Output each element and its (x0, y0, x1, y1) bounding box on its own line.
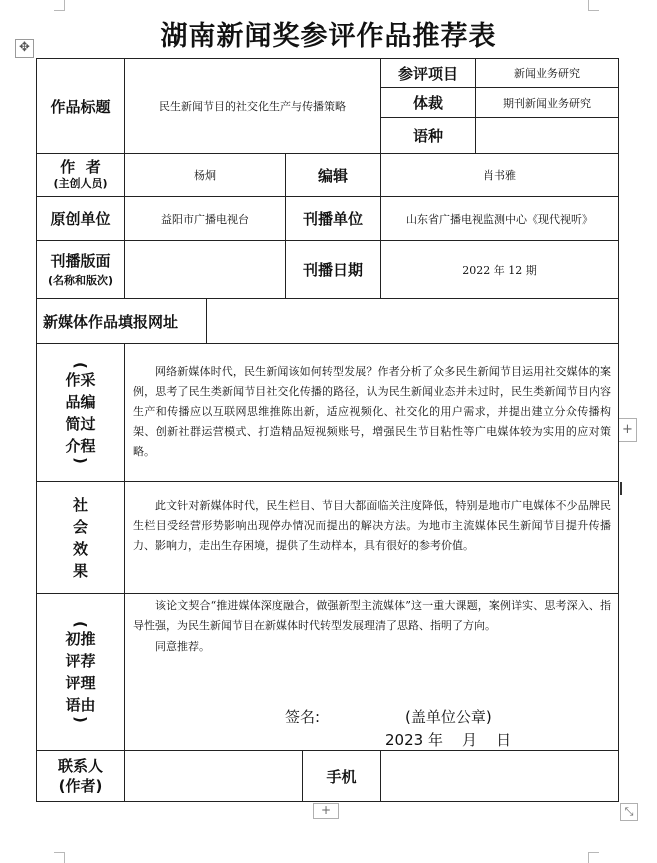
phone-label: 手机 (326, 767, 357, 786)
summary-label-char: 作采 (65, 370, 96, 389)
publish-unit-label: 刊播单位 (302, 210, 363, 228)
recommend-label-char: ) (71, 716, 90, 723)
recommend-text-2[interactable]: 同意推荐。 (155, 640, 210, 653)
recommend-label (65, 621, 95, 723)
add-row-icon[interactable]: + (313, 803, 339, 819)
author-label-cell (37, 154, 124, 196)
new-media-url-value[interactable] (207, 299, 618, 343)
summary-text[interactable]: 网络新媒体时代，民生新闻该如何转型发展？作者分析了众多民生新闻节目运用社交媒体的案例，思考了民生类新闻节目社交化传播的路径，认为民生新闻业态并未过时，民生类新闻节目内容生产和传播应以互联网思维推陈出新，适应视频化、社交化的用户需求，并提出建立分众传播构架、创新社群运营模式、打造精品短视频账号，增强民生节目粘性等广电媒体较为实用的应对策略。 (133, 365, 611, 458)
contact-sublabel: (作者) (58, 777, 103, 795)
summary-label-char: ( (71, 361, 90, 369)
category-label: 参评项目 (397, 64, 458, 83)
publish-unit-value[interactable]: 山东省广播电视监测中心《现代视听》 (406, 212, 593, 226)
page-label: 刊播版面 (50, 251, 111, 270)
recommend-label-char: 初推 (65, 630, 96, 648)
language-value[interactable] (476, 118, 618, 153)
work-title-label: 作品标题 (50, 97, 111, 116)
table-move-handle-icon[interactable]: ✥ (15, 39, 34, 58)
author-label: 作 者 (60, 158, 101, 176)
genre-label: 体裁 (412, 94, 443, 112)
editor-label: 编辑 (317, 166, 348, 185)
page-sublabel: (名称和版次) (47, 273, 114, 287)
stamp-label: (盖单位公章) (405, 708, 492, 726)
effect-label-cell (37, 482, 124, 593)
publish-date-value[interactable]: 2022 年 12 期 (462, 263, 537, 277)
form-title: 湖南新闻奖参评作品推荐表 (160, 21, 497, 52)
origin-unit-label: 原创单位 (50, 210, 111, 228)
effect-label (73, 494, 88, 582)
table-resize-icon[interactable]: ⤡ (620, 803, 638, 821)
effect-label-char: 效 (72, 539, 88, 558)
recommend-label-char: 评理 (65, 674, 96, 692)
add-column-icon[interactable]: + (618, 418, 637, 442)
category-value[interactable]: 新闻业务研究 (514, 67, 580, 80)
origin-unit-value[interactable]: 益阳市广播电视台 (161, 212, 249, 226)
genre-value[interactable]: 期刊新闻业务研究 (503, 96, 591, 110)
page-label-cell (37, 241, 124, 298)
author-sublabel: (主创人员) (53, 177, 108, 190)
signature-label: 签名: (285, 708, 321, 726)
effect-label-char: 社 (72, 495, 88, 514)
recommend-label-char: 评荐 (65, 652, 96, 670)
contact-label-cell (37, 751, 124, 801)
recommend-label-char: 语由 (65, 696, 96, 714)
recommend-label-cell (37, 594, 124, 750)
summary-label-char: 介程 (65, 436, 96, 455)
summary-label-char: ) (71, 456, 90, 464)
page-value[interactable] (125, 241, 285, 298)
publish-date-label: 刊播日期 (302, 261, 363, 279)
work-title-value[interactable]: 民生新闻节目的社交化生产与传播策略 (159, 100, 346, 113)
recommend-text[interactable]: 该论文契合“推进媒体深度融合，做强新型主流媒体”这一重大课题，案例详实、思考深入、指导性强，为民生新闻节目在新媒体时代转型发展理清了思路、指明了方向。 (133, 599, 611, 632)
sign-date: 2023 年 月 日 (385, 731, 512, 749)
author-value[interactable]: 杨炯 (194, 169, 216, 182)
summary-label-cell (37, 344, 124, 481)
contact-label: 联系人 (57, 757, 103, 775)
editor-value[interactable]: 肖书雅 (483, 169, 516, 182)
effect-label-char: 果 (72, 561, 88, 580)
summary-label-char: 品编 (65, 392, 96, 411)
new-media-url-label: 新媒体作品填报网址 (43, 312, 179, 331)
effect-label-char: 会 (72, 517, 88, 536)
recommend-label-char: ( (71, 621, 90, 628)
effect-text[interactable]: 此文针对新媒体时代，民生栏目、节目大都面临关注度降低，特别是地市广电媒体不少品牌民生栏目受经营形势影响出现停办情况而提出的解决方法。为地市主流媒体民生新闻节目提升传播力、影响力，走出生存困境，提供了生动样本，具有很好的参考价值。 (133, 499, 611, 552)
phone-value[interactable] (381, 751, 618, 801)
contact-value[interactable] (125, 751, 302, 801)
summary-label-char: 简过 (65, 414, 96, 433)
language-label: 语种 (412, 127, 443, 145)
summary-label (65, 362, 95, 464)
